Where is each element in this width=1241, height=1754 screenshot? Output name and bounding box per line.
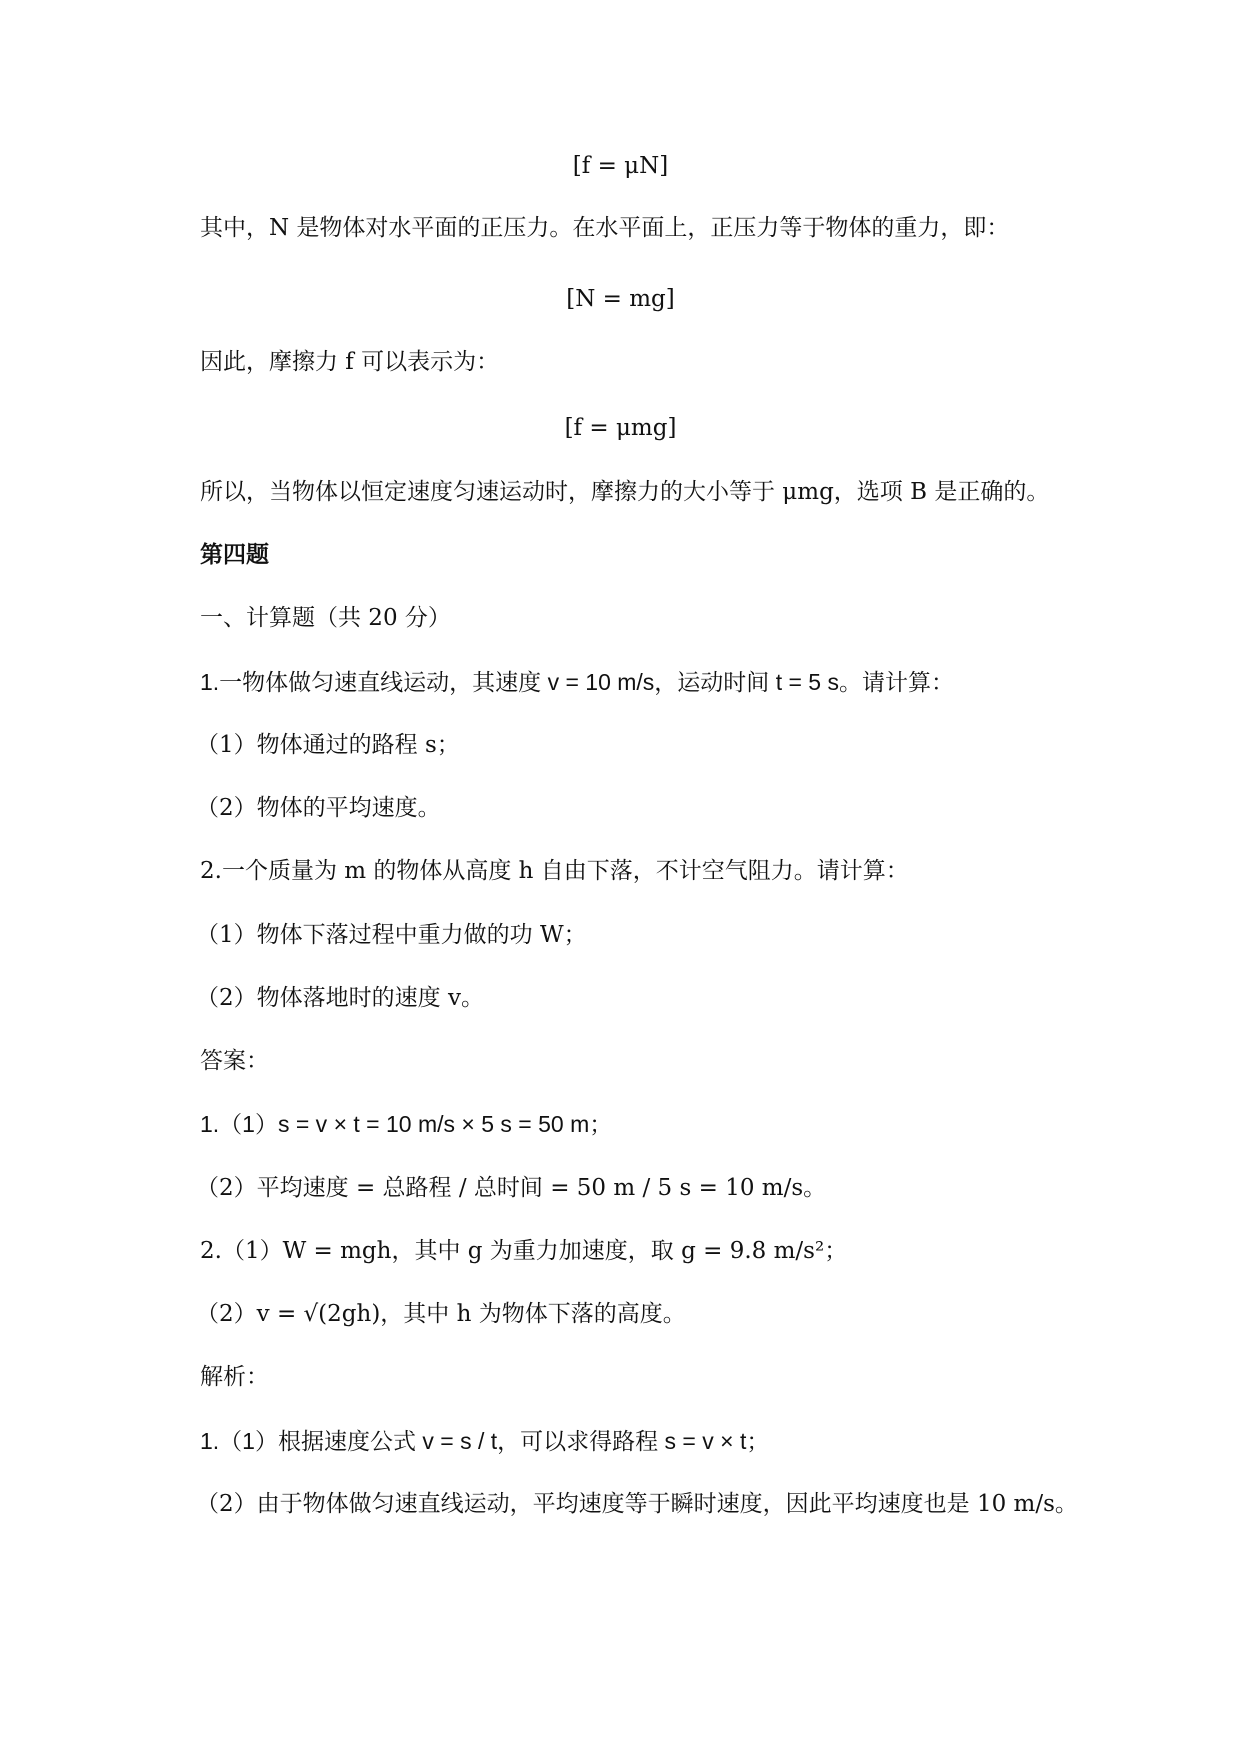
question-two-part-one: （1）物体下落过程中重力做的功 W； (196, 922, 587, 948)
section-title: 一、计算题（共 20 分） (200, 605, 451, 631)
equation-friction: [f = μN] (572, 153, 669, 179)
analysis-one-part-two: （2）由于物体做匀速直线运动，平均速度等于瞬时速度，因此平均速度也是 10 m/s。 (196, 1491, 1078, 1517)
answer-two-part-one: 2.（1）W = mgh，其中 g 为重力加速度，取 g = 9.8 m/s²； (200, 1238, 848, 1264)
question-one-part-one: （1）物体通过的路程 s； (196, 732, 460, 758)
answer-one-part-two: （2）平均速度 = 总路程 / 总时间 = 50 m / 5 s = 10 m/s。 (196, 1175, 827, 1201)
question-two-part-two: （2）物体落地时的速度 v。 (196, 985, 484, 1011)
answer-two-part-two: （2）v = √(2gh)，其中 h 为物体下落的高度。 (196, 1301, 686, 1327)
question-one-part-two: （2）物体的平均速度。 (196, 795, 441, 821)
analysis-one-part-one: 1.（1）根据速度公式 v = s / t，可以求得路程 s = v × t； (200, 1428, 770, 1454)
question-one-stem: 1.一物体做匀速直线运动，其速度 v = 10 m/s，运动时间 t = 5 s。请计算： (200, 669, 954, 695)
answer-one-part-one: 1.（1）s = v × t = 10 m/s × 5 s = 50 m； (200, 1111, 613, 1137)
question-four-heading: 第四题 (200, 542, 269, 568)
paragraph-normal-force: 其中，N 是物体对水平面的正压力。在水平面上，正压力等于物体的重力，即： (200, 215, 1010, 241)
paragraph-therefore: 因此，摩擦力 f 可以表示为： (200, 349, 500, 375)
question-two-stem: 2.一个质量为 m 的物体从高度 h 自由下落，不计空气阻力。请计算： (200, 858, 909, 884)
answer-label: 答案： (200, 1048, 269, 1074)
paragraph-conclusion: 所以，当物体以恒定速度匀速运动时，摩擦力的大小等于 μmg，选项 B 是正确的。 (200, 479, 1050, 505)
analysis-label: 解析： (200, 1364, 269, 1390)
equation-friction-full: [f = μmg] (564, 415, 677, 441)
equation-normal-force: [N = mg] (566, 286, 675, 312)
